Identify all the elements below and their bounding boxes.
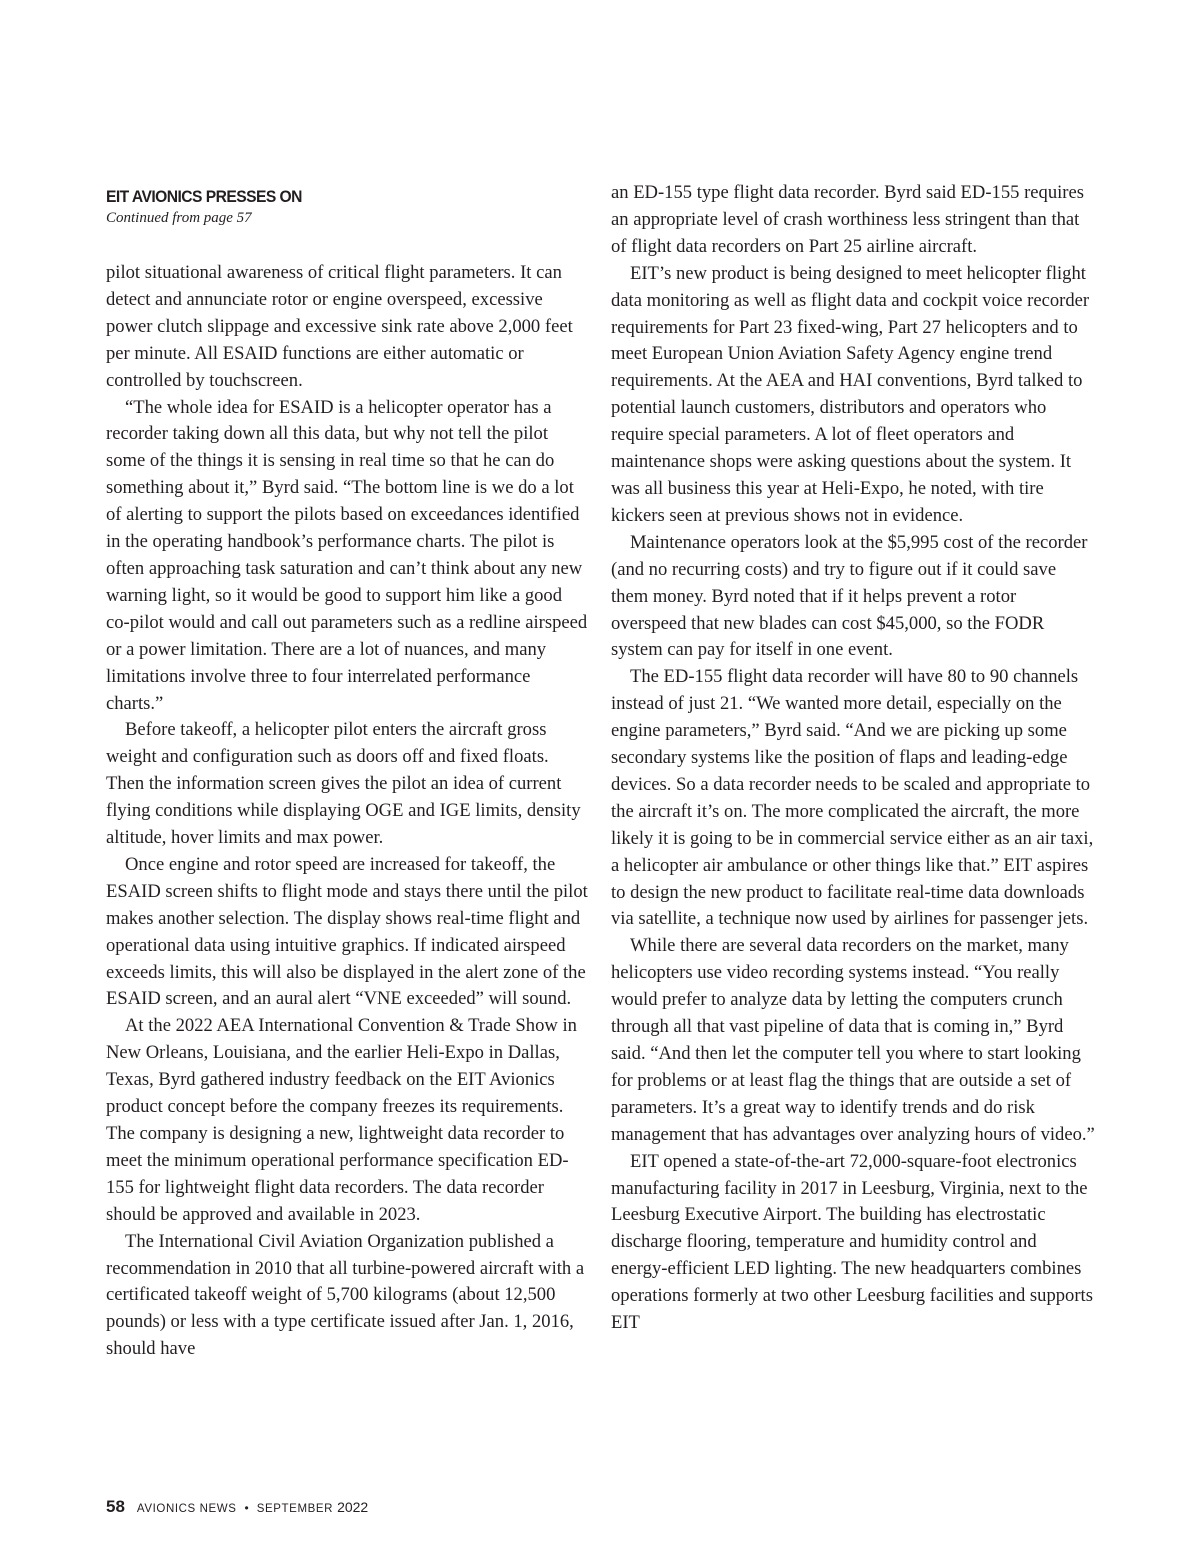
- paragraph: Before takeoff, a helicopter pilot enters the aircraft gross weight and configuration such as doors off and fixed floats. Then the information screen gives the pilot an idea of current flying conditions while displaying OGE and IGE limits, density altitude, hover limits and max power.: [106, 719, 581, 849]
- page-footer: [106, 1497, 368, 1517]
- paragraph: “The whole idea for ESAID is a helicopter operator has a recorder taking down all this data, but why not tell the pilot some of the things it is sensing in real time so that he can do something about it,” Byrd said. “The bottom line is we do a lot of alerting to support the pilots based on exceedances identified in the operating handbook’s performance charts. The pilot is often approaching task saturation and can’t think about any new warning light, so it would be good to support him like a good co-pilot would and call out parameters such as a redline airspeed or a power limitation. There are a lot of nuances, and many limitations involve three to four interrelated performance charts.”: [106, 396, 588, 714]
- continued-note: Continued from page 57: [106, 210, 252, 226]
- page-number: 58: [106, 1497, 125, 1516]
- paragraph: While there are several data recorders on the market, many helicopters use video recording systems instead. “You really would prefer to analyze data by letting the computers crunch through all that vast pipeline of data that is coming in,” Byrd said. “And then let the computer tell you where to start looking for problems or at least flag the things that are outside a set of parameters. It’s a great way to identify trends and do risk management that has advantages over analyzing hours of video.”: [611, 935, 1095, 1145]
- publication-name: AVIONICS NEWS: [136, 1503, 237, 1515]
- article-header: [106, 186, 588, 228]
- paragraph: an ED-155 type flight data recorder. Byrd said ED-155 requires an appropriate level of crash worthiness less stringent than that of flight data recorders on Part 25 airline aircraft.: [611, 182, 1084, 257]
- paragraph: The International Civil Aviation Organization published a recommendation in 2010 that all turbine-powered aircraft with a certificated takeoff weight of 5,700 kilograms (about 12,500 pounds) or less with a type certificate issued after Jan. 1, 2016, should have: [106, 1230, 585, 1360]
- left-column-body: [106, 260, 588, 1363]
- right-column-body: [611, 180, 1095, 1337]
- paragraph: At the 2022 AEA International Convention & Trade Show in New Orleans, Louisiana, and the earlier Heli-Expo in Dallas, Texas, Byrd gathered industry feedback on the EIT Avionics product concept before the company freezes its requirements. The company is designing a new, lightweight data recorder to meet the minimum operational performance specification ED-155 for lightweight flight data recorders. The data recorder should be approved and available in 2023.: [106, 1015, 577, 1225]
- paragraph: EIT’s new product is being designed to meet helicopter flight data monitoring as well as flight data and cockpit voice recorder requirements for Part 23 fixed-wing, Part 27 helicopters and to meet European Union Aviation Safety Agency engine trend requirements. At the AEA and HAI conventions, Byrd talked to potential launch customers, distributors and operators who require special parameters. A lot of fleet operators and maintenance shops were asking questions about the system. It was all business this year at Heli-Expo, he noted, with tire kickers seen at previous shows not in evidence.: [611, 262, 1090, 526]
- paragraph: The ED-155 flight data recorder will have 80 to 90 channels instead of just 21. “We wanted more detail, especially on the engine parameters,” Byrd said. “And we are picking up some secondary systems like the position of flaps and leading-edge devices. So a data recorder needs to be scaled and appropriate to the aircraft it’s on. The more complicated the aircraft, the more likely it is going to be in commercial service either as an air taxi, a helicopter air ambulance or other things like that.” EIT aspires to design the new product to facilitate real-time data downloads via satellite, a technique now used by airlines for passenger jets.: [611, 666, 1094, 930]
- issue-year: 2022: [337, 1499, 369, 1515]
- paragraph: EIT opened a state-of-the-art 72,000-square-foot electronics manufacturing facility in 2017 in Leesburg, Virginia, next to the Leesburg Executive Airport. The building has electrostatic discharge flooring, temperature and humidity control and energy-efficient LED lighting. The new headquarters combines operations formerly at two other Leesburg facilities and supports EIT: [611, 1150, 1093, 1334]
- paragraph: Once engine and rotor speed are increased for takeoff, the ESAID screen shifts to flight mode and stays there until the pilot makes another selection. The display shows real-time flight and operational data using intuitive graphics. If indicated airspeed exceeds limits, this will also be displayed in the alert zone of the ESAID screen, and an aural alert “VNE exceeded” will sound.: [106, 853, 588, 1010]
- issue-month: SEPTEMBER: [256, 1503, 334, 1515]
- paragraph: pilot situational awareness of critical flight parameters. It can detect and annunciate rotor or engine overspeed, excessive power clutch slippage and excessive sink rate above 2,000 feet per minute. All ESAID functions are either automatic or controlled by touchscreen.: [106, 262, 573, 391]
- bullet-separator: •: [244, 1501, 249, 1515]
- article-title: EIT AVIONICS PRESSES ON: [106, 187, 302, 206]
- paragraph: Maintenance operators look at the $5,995 cost of the recorder (and no recurring costs) and try to figure out if it could save them money. Byrd noted that if it helps prevent a rotor overspeed that new blades can cost $45,000, so the FODR system can pay for itself in one event.: [611, 531, 1088, 661]
